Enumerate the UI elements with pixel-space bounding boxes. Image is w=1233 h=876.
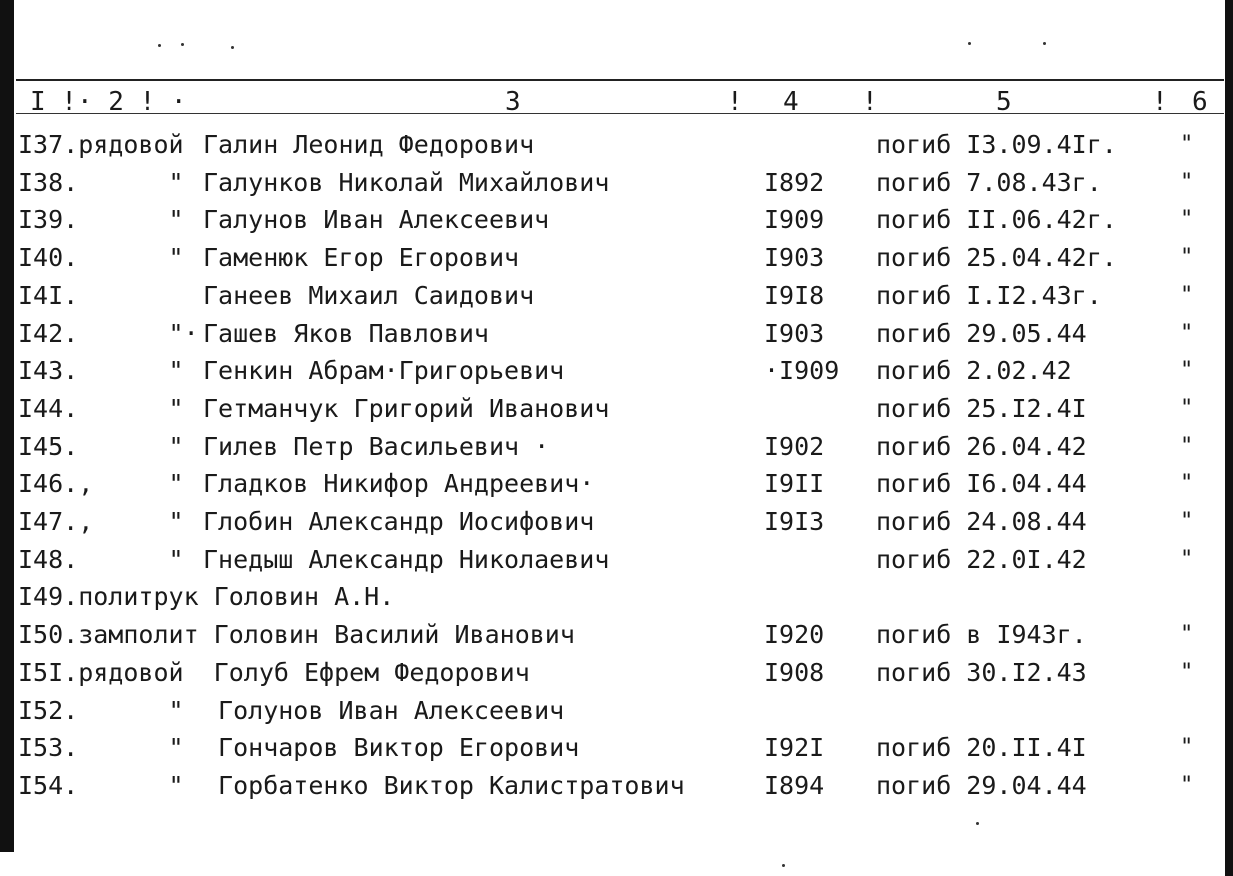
- list-row: [0, 618, 1233, 654]
- entry-fate: погиб 7.08.43г.: [876, 168, 1102, 197]
- entry-birth-year: I920: [764, 620, 825, 649]
- entry-ditto-mark: ": [1180, 509, 1194, 534]
- entry-number-rank: I37.рядовой: [18, 130, 184, 159]
- entry-fate: погиб 24.08.44: [876, 507, 1087, 536]
- list-row: [0, 354, 1233, 390]
- entry-full-name: Голунов Иван Алексеевич: [203, 696, 565, 725]
- entry-full-name: Галунов Иван Алексеевич: [203, 205, 550, 234]
- entry-number-rank: I47., ": [18, 507, 184, 536]
- entry-number-rank: I43. ": [18, 356, 184, 385]
- header-col-4: 4: [783, 87, 799, 117]
- entry-birth-year: I9I8: [764, 281, 825, 310]
- entry-ditto-mark: ": [1180, 547, 1194, 572]
- header-top-rule: [16, 79, 1224, 81]
- list-row: [0, 279, 1233, 315]
- list-row: [0, 580, 1233, 616]
- entry-ditto-mark: ": [1180, 170, 1194, 195]
- scan-speck: [782, 864, 785, 867]
- entry-number-rank: I42. "·: [18, 319, 199, 348]
- entry-full-name: Гилев Петр Васильевич ·: [203, 432, 550, 461]
- entry-fate: погиб 25.04.42г.: [876, 243, 1117, 272]
- list-row: [0, 317, 1233, 353]
- entry-number-rank: I50.замполит Головин Василий Иванович: [18, 620, 575, 649]
- entry-birth-year: I908: [764, 658, 825, 687]
- entry-fate: погиб I.I2.43г.: [876, 281, 1102, 310]
- entry-ditto-mark: ": [1180, 773, 1194, 798]
- entry-fate: погиб 29.05.44: [876, 319, 1087, 348]
- list-row: [0, 656, 1233, 692]
- entry-full-name: Гаменюк Егор Егорович: [203, 243, 520, 272]
- header-col-5: 5: [996, 87, 1012, 117]
- list-row: [0, 731, 1233, 767]
- entry-ditto-mark: ": [1180, 735, 1194, 760]
- entry-full-name: Гетманчук Григорий Иванович: [203, 394, 610, 423]
- entry-ditto-mark: ": [1180, 207, 1194, 232]
- entry-ditto-mark: ": [1180, 132, 1194, 157]
- header-col-1-2: I !· 2 ! ·: [30, 87, 187, 117]
- entry-full-name: Глобин Александр Иосифович: [203, 507, 595, 536]
- list-row: [0, 694, 1233, 730]
- entry-fate: погиб в I943г.: [876, 620, 1087, 649]
- entry-number-rank: I40. ": [18, 243, 184, 272]
- entry-ditto-mark: ": [1180, 434, 1194, 459]
- entry-number-rank: I44. ": [18, 394, 184, 423]
- entry-birth-year: I902: [764, 432, 825, 461]
- entry-full-name: Ганеев Михаил Саидович: [203, 281, 535, 310]
- entry-full-name: Гнедыш Александр Николаевич: [203, 545, 610, 574]
- list-row: [0, 769, 1233, 805]
- entry-ditto-mark: ": [1180, 471, 1194, 496]
- list-row: [0, 166, 1233, 202]
- entry-fate: погиб 26.04.42: [876, 432, 1087, 461]
- scan-speck: [181, 43, 184, 46]
- entry-number-rank: I49.политрук Головин А.Н.: [18, 582, 395, 611]
- entry-full-name: Гладков Никифор Андреевич·: [203, 469, 595, 498]
- entry-ditto-mark: ": [1180, 358, 1194, 383]
- entry-number-rank: I53. ": [18, 733, 184, 762]
- entry-birth-year: ·I909: [764, 356, 840, 385]
- entry-ditto-mark: ": [1180, 283, 1194, 308]
- list-row: [0, 203, 1233, 239]
- entry-birth-year: I909: [764, 205, 825, 234]
- entry-ditto-mark: ": [1180, 321, 1194, 346]
- list-row: [0, 505, 1233, 541]
- entry-birth-year: I9I3: [764, 507, 825, 536]
- entry-number-rank: I39. ": [18, 205, 184, 234]
- list-row: [0, 241, 1233, 277]
- scan-speck: [976, 822, 979, 825]
- entry-fate: погиб 29.04.44: [876, 771, 1087, 800]
- entry-full-name: Гончаров Виктор Егорович: [203, 733, 580, 762]
- entry-ditto-mark: ": [1180, 660, 1194, 685]
- entry-birth-year: I903: [764, 243, 825, 272]
- list-row: [0, 128, 1233, 164]
- entry-number-rank: I52. ": [18, 696, 184, 725]
- entry-ditto-mark: ": [1180, 245, 1194, 270]
- entry-birth-year: I894: [764, 771, 825, 800]
- entry-full-name: Гашев Яков Павлович: [203, 319, 489, 348]
- list-row: [0, 430, 1233, 466]
- entry-ditto-mark: ": [1180, 396, 1194, 421]
- entry-number-rank: I45. ": [18, 432, 184, 461]
- entry-birth-year: I903: [764, 319, 825, 348]
- scan-speck: [1043, 42, 1046, 45]
- header-sep-3: !: [1152, 87, 1168, 117]
- entry-full-name: Генкин Абрам·Григорьевич: [203, 356, 565, 385]
- entry-fate: погиб 20.II.4I: [876, 733, 1087, 762]
- header-sep-1: !: [727, 87, 743, 117]
- header-sep-2: !: [862, 87, 878, 117]
- entry-fate: погиб 25.I2.4I: [876, 394, 1087, 423]
- scan-speck: [231, 46, 234, 49]
- header-col-3: 3: [505, 87, 521, 117]
- entry-number-rank: I54. ": [18, 771, 184, 800]
- entry-number-rank: I4I.: [18, 281, 79, 310]
- entry-birth-year: I9II: [764, 469, 825, 498]
- scan-speck: [158, 44, 161, 47]
- header-col-6: 6: [1192, 87, 1208, 117]
- entry-fate: погиб 22.0I.42: [876, 545, 1087, 574]
- list-row: [0, 467, 1233, 503]
- list-row: [0, 392, 1233, 428]
- entry-number-rank: I38. ": [18, 168, 184, 197]
- entry-full-name: Галин Леонид Федорович: [203, 130, 535, 159]
- entry-number-rank: I5I.рядовой Голуб Ефрем Федорович: [18, 658, 530, 687]
- list-row: [0, 543, 1233, 579]
- scan-speck: [968, 42, 971, 45]
- entry-fate: погиб I6.04.44: [876, 469, 1087, 498]
- entry-fate: погиб 30.I2.43: [876, 658, 1087, 687]
- entry-ditto-mark: ": [1180, 622, 1194, 647]
- entry-full-name: Горбатенко Виктор Калистратович: [203, 771, 685, 800]
- entry-fate: погиб II.06.42г.: [876, 205, 1117, 234]
- entry-number-rank: I46., ": [18, 469, 184, 498]
- header-bottom-rule: [16, 113, 1224, 114]
- entry-number-rank: I48. ": [18, 545, 184, 574]
- entry-full-name: Галунков Николай Михайлович: [203, 168, 610, 197]
- entry-birth-year: I892: [764, 168, 825, 197]
- entry-fate: погиб 2.02.42: [876, 356, 1072, 385]
- entry-fate: погиб I3.09.4Iг.: [876, 130, 1117, 159]
- entry-birth-year: I92I: [764, 733, 825, 762]
